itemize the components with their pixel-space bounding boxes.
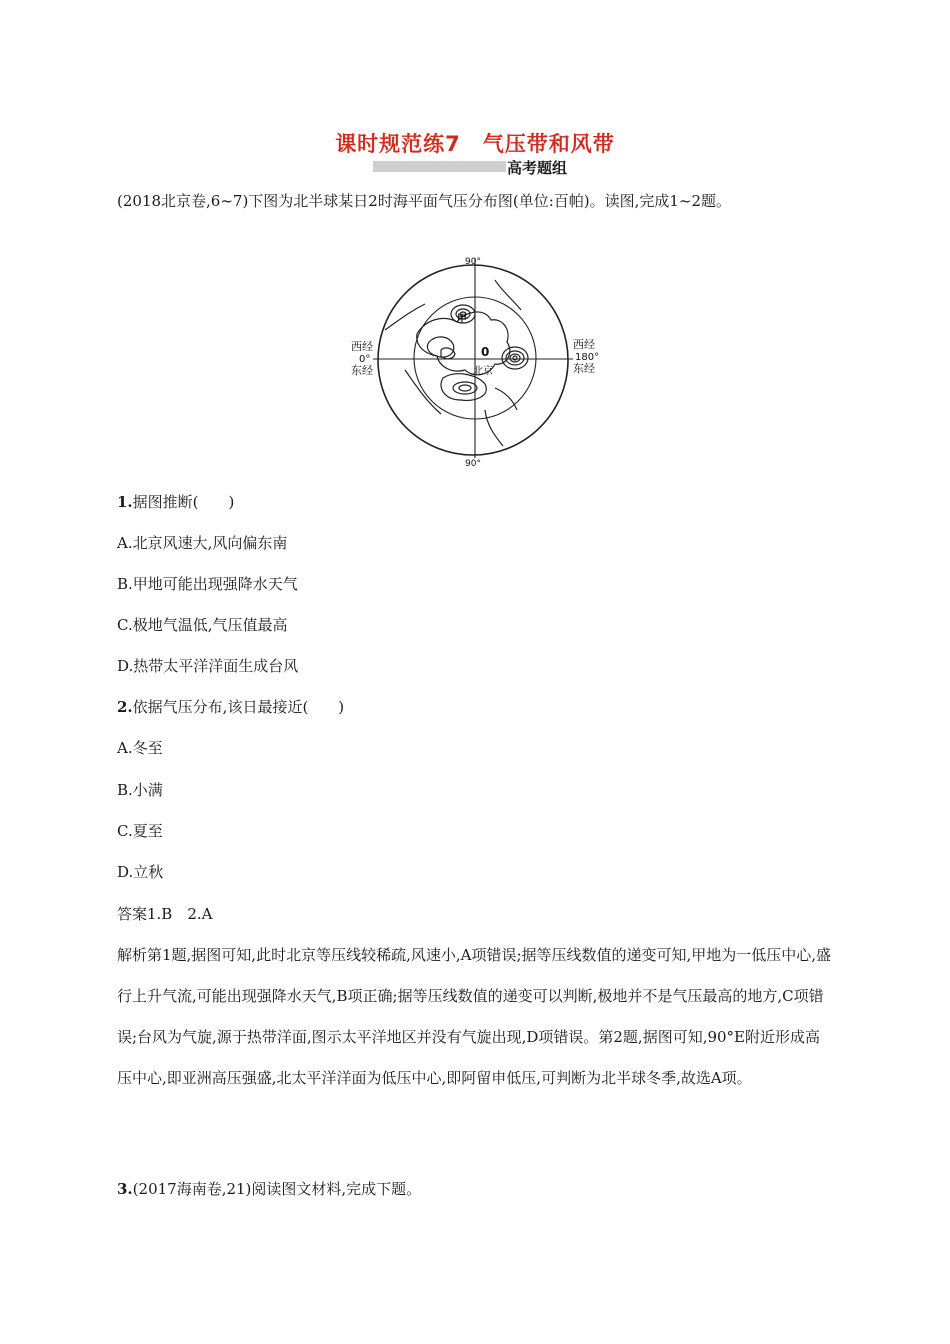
q1-option-b: B.甲地可能出现强降水天气 [117, 575, 298, 593]
map-label-left-3: 东经 [351, 364, 373, 377]
map-label-right-3: 东经 [573, 362, 595, 375]
question-number: 2. [117, 698, 133, 716]
q1-option-d: D.热带太平洋洋面生成台风 [117, 657, 299, 675]
map-outer-circle [378, 265, 568, 455]
map-label-jia: 甲 [457, 314, 467, 325]
q2-option-a: A.冬至 [117, 739, 163, 757]
page-title: 课时规范练7 气压带和风带 [335, 132, 615, 156]
map-label-zero: 0 [481, 345, 490, 359]
question-1 [117, 491, 234, 512]
map-label-left-2: 0° [359, 354, 371, 365]
map-label-right-2: 180° [575, 352, 600, 363]
question-stem: 据图推断( ) [132, 493, 235, 511]
intro-text: (2018北京卷,6~7)下图为北半球某日2时海平面气压分布图(单位:百帕)。读图,完成1~2题。 [117, 192, 732, 210]
q2-option-b: B.小满 [117, 781, 163, 799]
pressure-map-figure [345, 250, 605, 472]
question-number: 3. [117, 1180, 133, 1198]
q1-option-c: C.极地气温低,气压值最高 [117, 616, 288, 634]
answer-line: 答案1.B 2.A [117, 905, 213, 923]
map-label-right-1: 西经 [573, 338, 595, 351]
q1-option-a: A.北京风速大,风向偏东南 [117, 534, 288, 552]
map-label-left-1: 西经 [351, 340, 373, 353]
section-highlight-bar [373, 161, 506, 172]
map-label-beijing: 北京 [473, 366, 493, 377]
question-2 [117, 696, 344, 717]
map-label-top: 90° [465, 257, 481, 267]
question-3 [117, 1178, 421, 1199]
q2-option-c: C.夏至 [117, 822, 163, 840]
map-label-bottom: 90° [465, 459, 481, 469]
q2-option-d: D.立秋 [117, 863, 164, 881]
question-stem: 依据气压分布,该日最接近( ) [132, 698, 345, 716]
question-number: 1. [117, 493, 133, 511]
question-stem: (2017海南卷,21)阅读图文材料,完成下题。 [132, 1180, 422, 1198]
analysis-paragraph: 解析第1题,据图可知,此时北京等压线较稀疏,风速小,A项错误;据等压线数值的递变可知,甲地为一低压中心,盛行上升气流,可能出现强降水天气,B项正确;据等压线数值的递变可以判断,极地并不是气压最高的地方,C项错误;台风为气旋,源于热带洋面,图示太平洋地区并没有气旋出现,D项错误。第2题,据图可知,90°E附近形成高压中心,即亚洲高压强盛,北太平洋洋面为低压中心,即阿留申低压,可判断为北半球冬季,故选A项。 [117, 946, 832, 1087]
section-subtitle: 高考题组 [507, 159, 568, 177]
